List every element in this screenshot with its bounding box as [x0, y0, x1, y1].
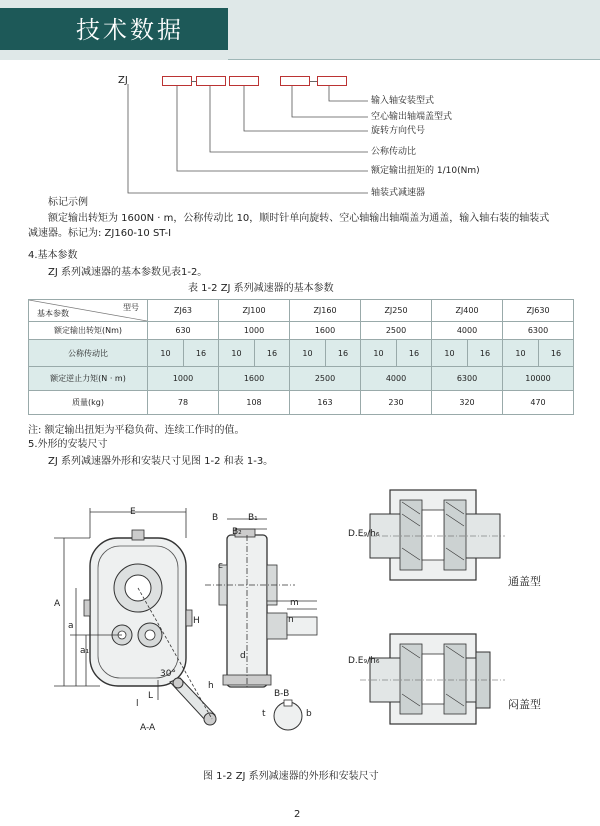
- through-cover-label: 通盖型: [508, 575, 541, 588]
- table-caption: 表 1-2 ZJ 系列减速器的基本参数: [188, 283, 334, 294]
- table-cell: 16: [397, 340, 432, 367]
- table-row: [29, 391, 574, 415]
- dim-label: D.E₉/h₆: [348, 656, 380, 666]
- table-corner: [29, 300, 148, 322]
- table-cell: 163: [290, 391, 361, 415]
- table-cell: 16: [326, 340, 361, 367]
- example-text: 减速器。标记为: ZJ160-10 ST-I: [28, 228, 172, 239]
- row-label: 公称传动比: [29, 340, 148, 367]
- section-intro: ZJ 系列减速器外形和安装尺寸见图 1-2 和表 1-3。: [48, 456, 274, 467]
- dim-label: t: [262, 709, 266, 719]
- corner-top-label: 型号: [123, 303, 139, 312]
- table-cell: 10: [219, 340, 255, 367]
- dim-label: A-A: [140, 723, 156, 733]
- table-header-cell: ZJ100: [219, 300, 290, 322]
- code-label: 轴装式减速器: [371, 188, 426, 198]
- dim-label: A: [54, 599, 61, 609]
- page-title: 技术数据: [76, 16, 184, 44]
- code-label: 旋转方向代号: [371, 126, 426, 136]
- table-cell: 2500: [290, 367, 361, 391]
- dim-label: B₁: [248, 513, 258, 523]
- table-cell: 78: [148, 391, 219, 415]
- closed-cover-section: [360, 630, 505, 730]
- table-cell: 320: [432, 391, 503, 415]
- example-heading: 标记示例: [48, 197, 88, 208]
- figure-caption: 图 1-2 ZJ 系列减速器的外形和安装尺寸: [203, 771, 379, 782]
- row-label: 质量(kg): [29, 391, 148, 415]
- section-heading: 4.基本参数: [28, 250, 78, 261]
- table-header-cell: ZJ160: [290, 300, 361, 322]
- dim-label: h: [208, 681, 214, 691]
- dim-label: d: [240, 651, 246, 661]
- table-cell: 1600: [290, 322, 361, 340]
- side-view-drawing: [205, 505, 335, 705]
- code-label: 额定输出扭矩的 1/10(Nm): [371, 166, 480, 176]
- code-prefix: ZJ: [118, 75, 128, 86]
- dim-label: 30°: [160, 669, 176, 679]
- dim-label: a₁: [80, 646, 90, 656]
- table-cell: 1000: [219, 322, 290, 340]
- table-cell: 4000: [432, 322, 503, 340]
- table-cell: 16: [539, 340, 574, 367]
- table-header-cell: ZJ630: [503, 300, 574, 322]
- dim-label: B₂: [232, 527, 242, 537]
- table-cell: 4000: [361, 367, 432, 391]
- table-cell: 6300: [432, 367, 503, 391]
- section-heading: 5.外形的安装尺寸: [28, 439, 108, 450]
- table-cell: 230: [361, 391, 432, 415]
- table-cell: 10000: [503, 367, 574, 391]
- closed-cover-label: 闷盖型: [508, 698, 541, 711]
- table-cell: 630: [148, 322, 219, 340]
- code-leader-lines: [120, 80, 380, 202]
- table-row: [29, 340, 574, 367]
- table-cell: 10: [432, 340, 468, 367]
- table-note: 注: 额定输出扭矩为平稳负荷、连续工作时的值。: [28, 425, 245, 436]
- dim-label: m: [290, 598, 299, 608]
- dim-label: c: [218, 561, 223, 571]
- section-intro: ZJ 系列减速器的基本参数见表1-2。: [48, 267, 208, 278]
- table-cell: 10: [148, 340, 184, 367]
- dim-label: D.E₉/h₆: [348, 529, 380, 539]
- page-number: 2: [294, 809, 301, 820]
- table-header-cell: ZJ400: [432, 300, 503, 322]
- table-cell: 16: [184, 340, 219, 367]
- table-row: [29, 322, 574, 340]
- table-row: [29, 367, 574, 391]
- table-cell: 10: [361, 340, 397, 367]
- dim-label: B: [212, 513, 219, 523]
- code-label: 输入轴安装型式: [371, 96, 435, 106]
- parameters-table: [28, 299, 574, 415]
- table-cell: 16: [468, 340, 503, 367]
- table-cell: 10: [503, 340, 539, 367]
- table-cell: 1600: [219, 367, 290, 391]
- table-cell: 108: [219, 391, 290, 415]
- table-header-cell: ZJ250: [361, 300, 432, 322]
- row-label: 额定输出转矩(Nm): [29, 322, 148, 340]
- dim-label: b: [306, 709, 312, 719]
- dim-label: B-B: [274, 689, 290, 699]
- table-cell: 470: [503, 391, 574, 415]
- table-cell: 16: [255, 340, 290, 367]
- table-cell: 10: [290, 340, 326, 367]
- dim-label: E: [130, 507, 136, 517]
- table-header-cell: ZJ63: [148, 300, 219, 322]
- dim-label: n: [288, 615, 294, 625]
- dim-label: l: [136, 699, 139, 709]
- corner-bottom-label: 基本参数: [37, 309, 69, 318]
- row-label: 额定逆止力矩(N · m): [29, 367, 148, 391]
- example-text: 额定输出转矩为 1600N · m，公称传动比 10，顺时针单向旋转、空心轴输出轴端盖为通盖，输入轴右装的轴装式: [48, 213, 550, 224]
- dim-label: L: [148, 691, 154, 701]
- code-label: 公称传动比: [371, 147, 417, 157]
- table-cell: 2500: [361, 322, 432, 340]
- table-cell: 6300: [503, 322, 574, 340]
- dim-label: a: [68, 621, 74, 631]
- code-label: 空心输出轴端盖型式: [371, 112, 453, 122]
- header-divider: [228, 59, 600, 60]
- table-cell: 1000: [148, 367, 219, 391]
- dim-label: H: [193, 616, 200, 626]
